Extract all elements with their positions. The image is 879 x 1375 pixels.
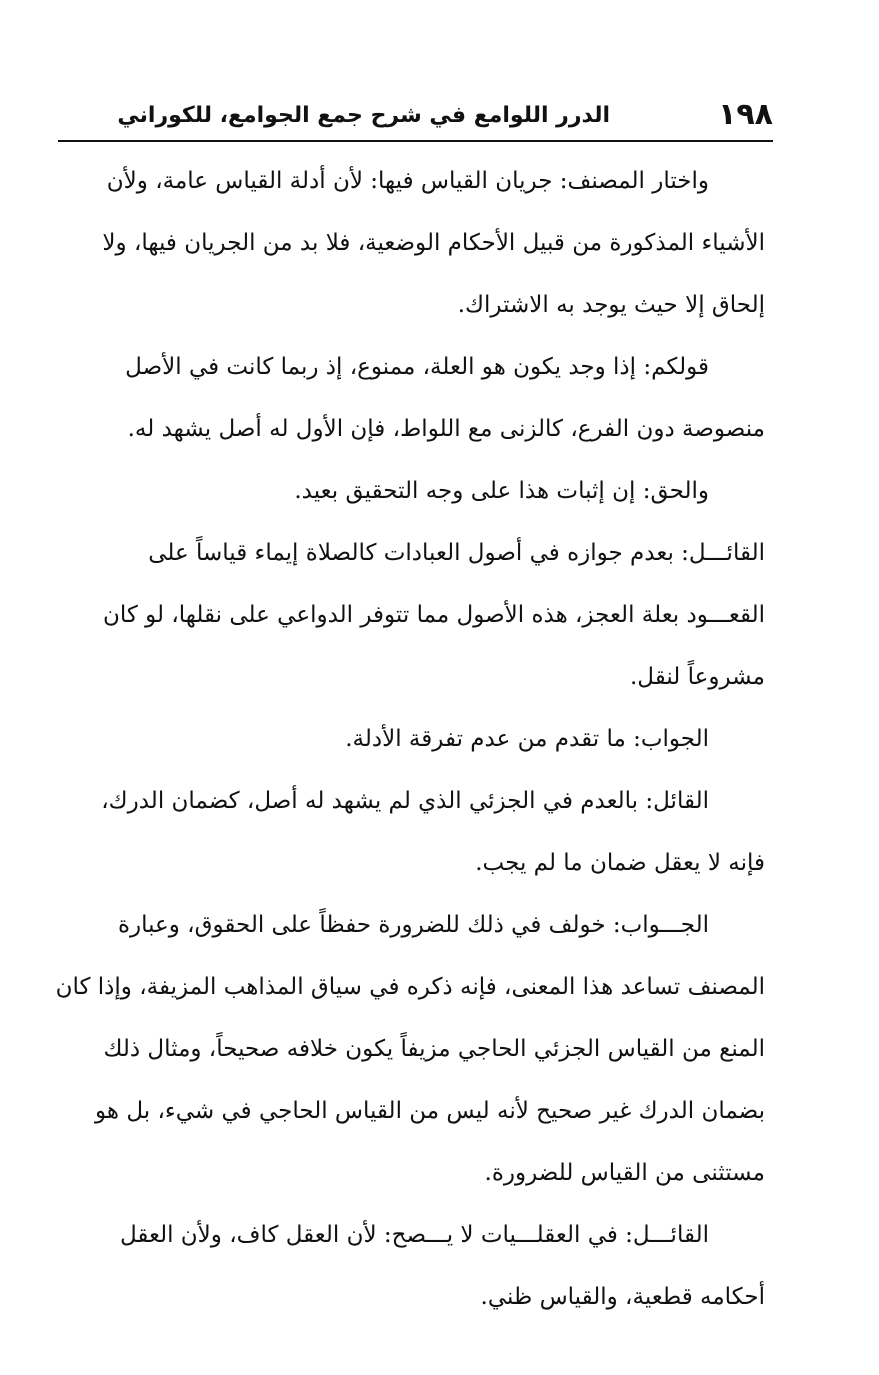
paragraph: والحق: إن إثبات هذا على وجه التحقيق بعيد. (294, 478, 709, 504)
paragraph: الجـــواب: خولف في ذلك للضرورة حفظاً على الحقوق، وعبارة المصنف تساعد هذا المعنى، فإنه ذكره في سياق المذاهب المزيفة، وإذا كان المنع من القياس الجزئي الحاجي مزيفاً يكون خلافه صحيحاً، ومثال ذلك بضمان الدرك غير صحيح لأنه ليس من القياس الحاجي في شيء، بل هو مستثنى من القياس للضرورة. (55, 912, 765, 1186)
paragraph: قولكم: إذا وجد يكون هو العلة، ممنوع، إذ ربما كانت في الأصل منصوصة دون الفرع، كالزنى مع اللواط، فإن الأول له أصل يشهد له. (125, 354, 765, 442)
paragraph: واختار المصنف: جريان القياس فيها: لأن أدلة القياس عامة، ولأن الأشياء المذكورة من قبيل الأحكام الوضعية، فلا بد من الجريان فيها، ولا إلحاق إلا حيث يوجد به الاشتراك. (102, 168, 765, 318)
paragraph: القائـــل: بعدم جوازه في أصول العبادات كالصلاة إيماء قياساً على القعـــود بعلة العجز، هذه الأصول مما تتوفر الدواعي على نقلها، لو كان مشروعاً لنقل. (103, 540, 765, 690)
header-rule (58, 140, 773, 142)
paragraph: القائل: بالعدم في الجزئي الذي لم يشهد له أصل، كضمان الدرك، فإنه لا يعقل ضمان ما لم يجب. (101, 788, 765, 876)
paragraph: القائـــل: في العقلـــيات لا يـــصح: لأن العقل كاف، ولأن العقل أحكامه قطعية، والقياس ظني. (119, 1222, 765, 1310)
page-number: ١٩٨ (718, 97, 773, 132)
paragraph: الجواب: ما تقدم من عدم تفرقة الأدلة. (345, 726, 709, 752)
body-text (50, 150, 765, 1328)
running-title: الدرر اللوامع في شرح جمع الجوامع، للكوراني (117, 103, 610, 128)
page-header (58, 92, 773, 138)
